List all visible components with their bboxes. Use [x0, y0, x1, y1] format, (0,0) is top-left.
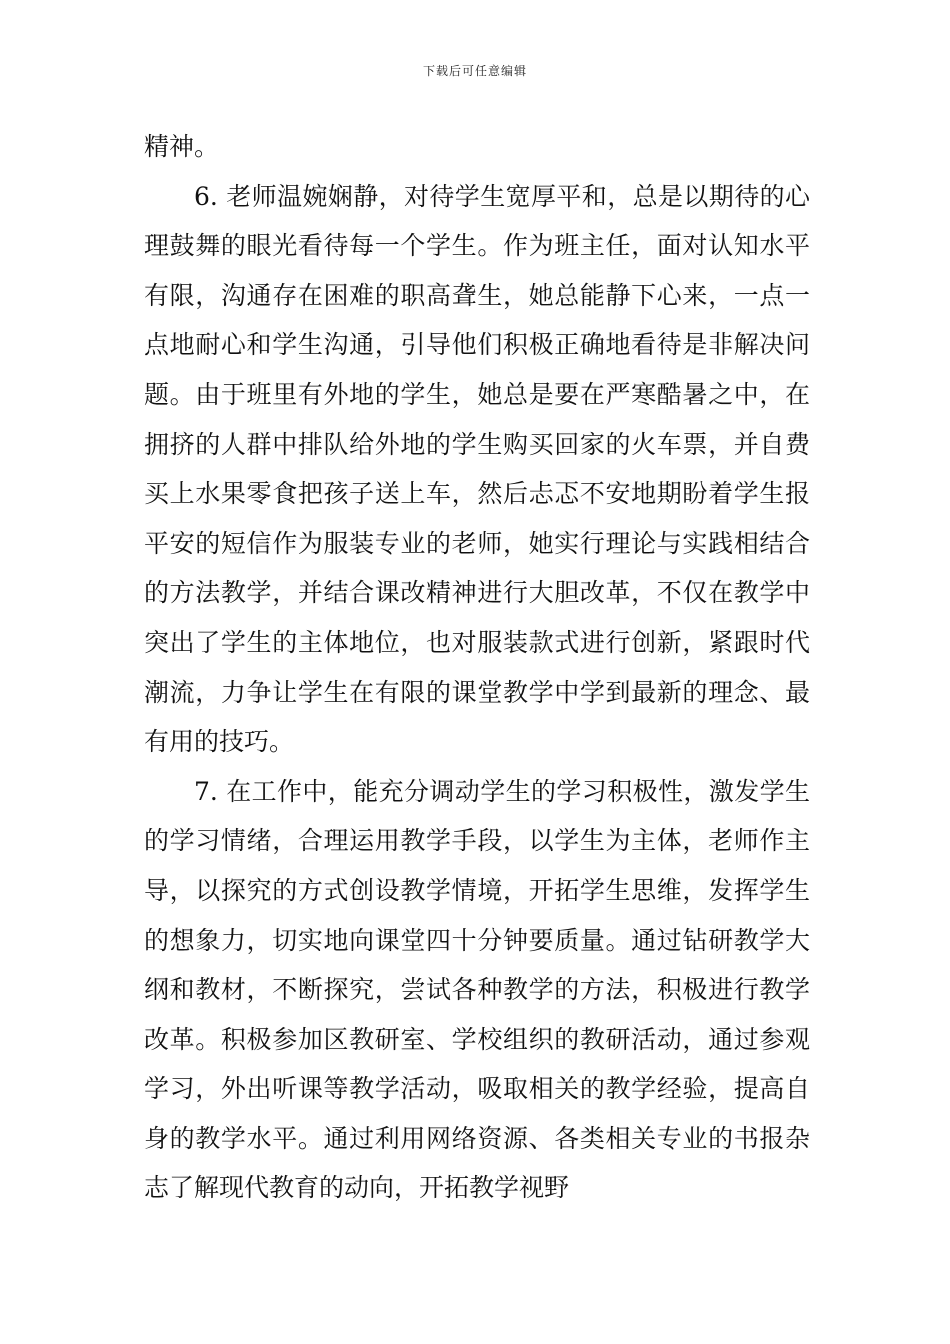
paragraph-item-6: 6. 老师温婉娴静，对待学生宽厚平和，总是以期待的心理鼓舞的眼光看待每一个学生。作为班主任，面对认知水平有限，沟通存在困难的职高聋生，她总能静下心来，一点一点地耐心和学生沟通，引导他们积极正确地看待是非解决问题。由于班里有外地的学生，她总是要在严寒酷暑之中，在拥挤的人群中排队给外地的学生购买回家的火车票，并自费买上水果零食把孩子送上车，然后忐忑不安地期盼着学生报平安的短信作为服装专业的老师，她实行理论与实践相结合的方法教学，并结合课改精神进行大胆改革，不仅在教学中突出了学生的主体地位，也对服装款式进行创新，紧跟时代潮流，力争让学生在有限的课堂教学中学到最新的理念、最有用的技巧。	[144, 181, 810, 757]
paragraph-item-7: 7. 在工作中，能充分调动学生的学习积极性，激发学生的学习情绪，合理运用教学手段，以学生为主体，老师作主导，以探究的方式创设教学情境，开拓学生思维，发挥学生的想象力，切实地向课堂四十分钟要质量。通过钻研教学大纲和教材，不断探究，尝试各种教学的方法，积极进行教学改革。积极参加区教研室、学校组织的教研活动，通过参观学习，外出听课等教学活动，吸取相关的教学经验，提高自身的教学水平。通过利用网络资源、各类相关专业的书报杂志了解现代教育的动向，开拓教学视野	[144, 776, 810, 1203]
paragraph-continuation: 精神。	[144, 132, 220, 161]
page-header: 下载后可任意编辑	[422, 64, 527, 78]
document-body	[144, 122, 810, 1213]
